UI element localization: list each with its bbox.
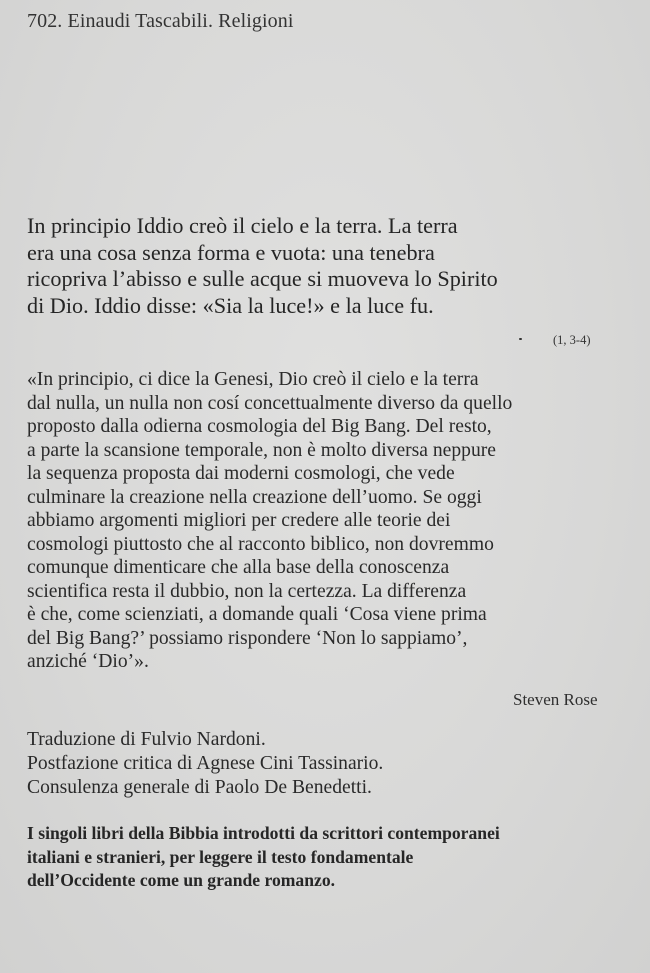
blurb-line: I singoli libri della Bibbia introdotti da scrittori contemporanei xyxy=(27,823,500,843)
credit-consultant: Consulenza generale di Paolo De Benedetti. xyxy=(27,777,372,798)
quote-line: del Big Bang?’ possiamo rispondere ‘Non lo sappiamo’, xyxy=(27,627,468,649)
quote-line: dal nulla, un nulla non cosí concettualmente diverso da quello xyxy=(27,392,513,414)
series-blurb xyxy=(27,822,500,893)
credit-translation: Traduzione di Fulvio Nardoni. xyxy=(27,729,266,750)
genesis-line: In principio Iddio creò il cielo e la terra. La terra xyxy=(27,213,458,238)
genesis-line: ricopriva l’abisso e sulle acque si muoveva lo Spirito xyxy=(27,266,498,291)
quote-author: Steven Rose xyxy=(513,690,598,709)
blurb-line: dell’Occidente come un grande romanzo. xyxy=(27,870,336,890)
genesis-reference: (1, 3-4) xyxy=(553,333,591,347)
quote-line: la sequenza proposta dai moderni cosmologi, che vede xyxy=(27,463,455,484)
quote-line: scientifica resta il dubbio, non la certezza. La differenza xyxy=(27,580,467,602)
genesis-passage xyxy=(27,213,627,319)
credit-afterword: Postfazione critica di Agnese Cini Tassinario. xyxy=(27,753,384,774)
quote-line: proposto dalla odierna cosmologia del Big Bang. Del resto, xyxy=(27,416,492,437)
quote-line: «In principio, ci dice la Genesi, Dio creò il cielo e la terra xyxy=(27,369,479,390)
blurb-line: italiani e stranieri, per leggere il testo fondamentale xyxy=(27,846,414,867)
quote-line: abbiamo argomenti migliori per credere alle teorie dei xyxy=(27,510,451,531)
quote-line: comunque dimenticare che alla base della conoscenza xyxy=(27,557,450,578)
quote-line: culminare la creazione nella creazione dell’uomo. Se oggi xyxy=(27,486,482,508)
quote-line: è che, come scienziati, a domande quali ‘Cosa viene prima xyxy=(27,604,487,625)
quote-line: cosmologi piuttosto che al racconto biblico, non dovremmo xyxy=(27,533,494,555)
genesis-line: era una cosa senza forma e vuota: una tenebra xyxy=(27,239,435,265)
genesis-line: di Dio. Iddio disse: «Sia la luce!» e la luce fu. xyxy=(27,292,434,318)
quote-line: anziché ‘Dio’». xyxy=(27,651,149,672)
print-speck xyxy=(519,338,522,340)
author-quote xyxy=(27,368,627,674)
credits xyxy=(27,728,383,800)
quote-line: a parte la scansione temporale, non è molto diversa neppure xyxy=(27,439,496,461)
series-title: 702. Einaudi Tascabili. Religioni xyxy=(27,10,294,32)
